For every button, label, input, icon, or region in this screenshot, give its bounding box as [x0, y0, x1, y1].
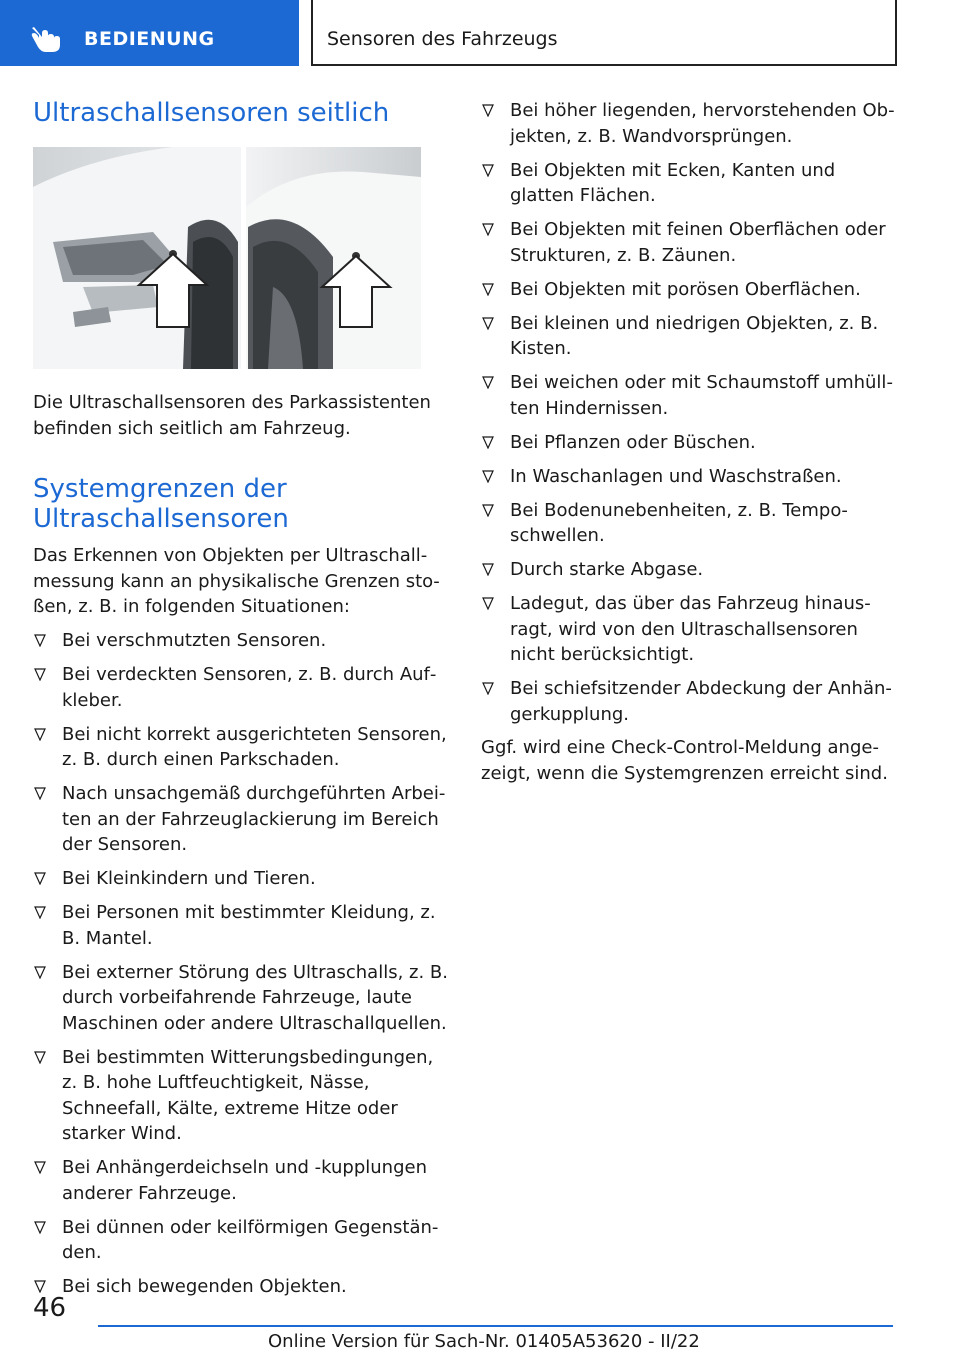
vehicle-sensor-illustration [33, 147, 421, 369]
section-label: BEDIENUNG [84, 28, 215, 50]
right-column [481, 98, 897, 786]
triangle-bullet-icon [34, 668, 46, 681]
triangle-bullet-icon [34, 1051, 46, 1064]
list-item: Bei Objekten mit porösen Oberflächen. [481, 277, 897, 303]
limits-list-left [33, 628, 448, 1300]
heading-ultrasonic-side: Ultraschallsensoren seitlich [33, 98, 390, 128]
triangle-bullet-icon [482, 597, 494, 610]
left-column [33, 98, 448, 1300]
page-title: Sensoren des Fahrzeugs [327, 28, 558, 50]
triangle-bullet-icon [482, 283, 494, 296]
triangle-bullet-icon [34, 966, 46, 979]
triangle-bullet-icon [34, 728, 46, 741]
chapter-tab [0, 0, 299, 66]
triangle-bullet-icon [482, 563, 494, 576]
triangle-bullet-icon [482, 436, 494, 449]
list-item: Bei Personen mit bestimmter Kleidung, z. B. Mantel. [33, 900, 448, 951]
list-item: Bei Objekten mit Ecken, Kanten und glatten Flächen. [481, 158, 897, 209]
limits-list-right [481, 98, 897, 727]
triangle-bullet-icon [482, 104, 494, 117]
list-item: Bei Pflanzen oder Büschen. [481, 430, 897, 456]
list-item: Bei weichen oder mit Schaumstoff umhüllten Hindernissen. [481, 370, 897, 421]
list-item: Nach unsachgemäß durchgeführten Arbeiten an der Fahrzeuglackierung im Bereich der Sensoren. [33, 781, 448, 858]
list-item: Bei sich bewegenden Objekten. [33, 1274, 448, 1300]
triangle-bullet-icon [34, 1161, 46, 1174]
triangle-bullet-icon [34, 634, 46, 647]
list-item: Bei schiefsitzender Abdeckung der Anhängerkupplung. [481, 676, 897, 727]
heading-system-limits: Systemgrenzen der Ultraschallsensoren [33, 474, 289, 534]
list-item: In Waschanlagen und Waschstraßen. [481, 464, 897, 490]
triangle-bullet-icon [34, 906, 46, 919]
page-number: 46 [33, 1293, 67, 1323]
triangle-bullet-icon [482, 470, 494, 483]
list-item: Bei dünnen oder keilförmigen Gegenständen. [33, 1215, 448, 1266]
triangle-bullet-icon [482, 504, 494, 517]
triangle-bullet-icon [482, 164, 494, 177]
list-item: Ladegut, das über das Fahrzeug hinausragt, wird von den Ultraschallsensoren nicht berücksichtigt. [481, 591, 897, 668]
outro-paragraph: Ggf. wird eine Check-Control-Meldung angezeigt, wenn die Systemgrenzen erreicht sind. [481, 737, 888, 784]
lead-paragraph: Das Erkennen von Objekten per Ultraschallmessung kann an physikalische Grenzen stoßen, z. B. in folgenden Situationen: [33, 545, 440, 617]
triangle-bullet-icon [482, 317, 494, 330]
list-item: Bei Objekten mit feinen Oberflächen oder Strukturen, z. B. Zäunen. [481, 217, 897, 268]
sensor-location-image [33, 147, 421, 369]
triangle-bullet-icon [482, 682, 494, 695]
footer-note: Online Version für Sach-Nr. 01405A53620 - II/22 [268, 1331, 700, 1352]
triangle-bullet-icon [34, 1280, 46, 1293]
header-title-box [311, 0, 897, 66]
list-item: Bei bestimmten Witterungsbedingungen, z. B. hohe Luftfeuchtigkeit, Nässe, Schneefall, Kälte, extreme Hitze oder starker Wind. [33, 1045, 448, 1147]
list-item: Bei Anhängerdeichseln und -kupplungen anderer Fahrzeuge. [33, 1155, 448, 1206]
triangle-bullet-icon [482, 223, 494, 236]
hand-pointer-icon [30, 25, 64, 53]
triangle-bullet-icon [34, 872, 46, 885]
list-item: Bei verschmutzten Sensoren. [33, 628, 448, 654]
triangle-bullet-icon [482, 376, 494, 389]
list-item: Bei externer Störung des Ultraschalls, z. B. durch vorbeifahrende Fahrzeuge, laute Maschinen oder andere Ultraschallquellen. [33, 960, 448, 1037]
intro-paragraph: Die Ultraschallsensoren des Parkassistenten befinden sich seitlich am Fahrzeug. [33, 392, 431, 439]
list-item: Bei höher liegenden, hervorstehenden Objekten, z. B. Wandvorsprüngen. [481, 98, 897, 149]
list-item: Bei nicht korrekt ausgerichteten Sensoren, z. B. durch einen Parkschaden. [33, 722, 448, 773]
list-item: Bei verdeckten Sensoren, z. B. durch Aufkleber. [33, 662, 448, 713]
list-item: Bei Bodenunebenheiten, z. B. Temposchwellen. [481, 498, 897, 549]
triangle-bullet-icon [34, 1221, 46, 1234]
list-item: Bei kleinen und niedrigen Objekten, z. B. Kisten. [481, 311, 897, 362]
list-item: Durch starke Abgase. [481, 557, 897, 583]
triangle-bullet-icon [34, 787, 46, 800]
list-item: Bei Kleinkindern und Tieren. [33, 866, 448, 892]
